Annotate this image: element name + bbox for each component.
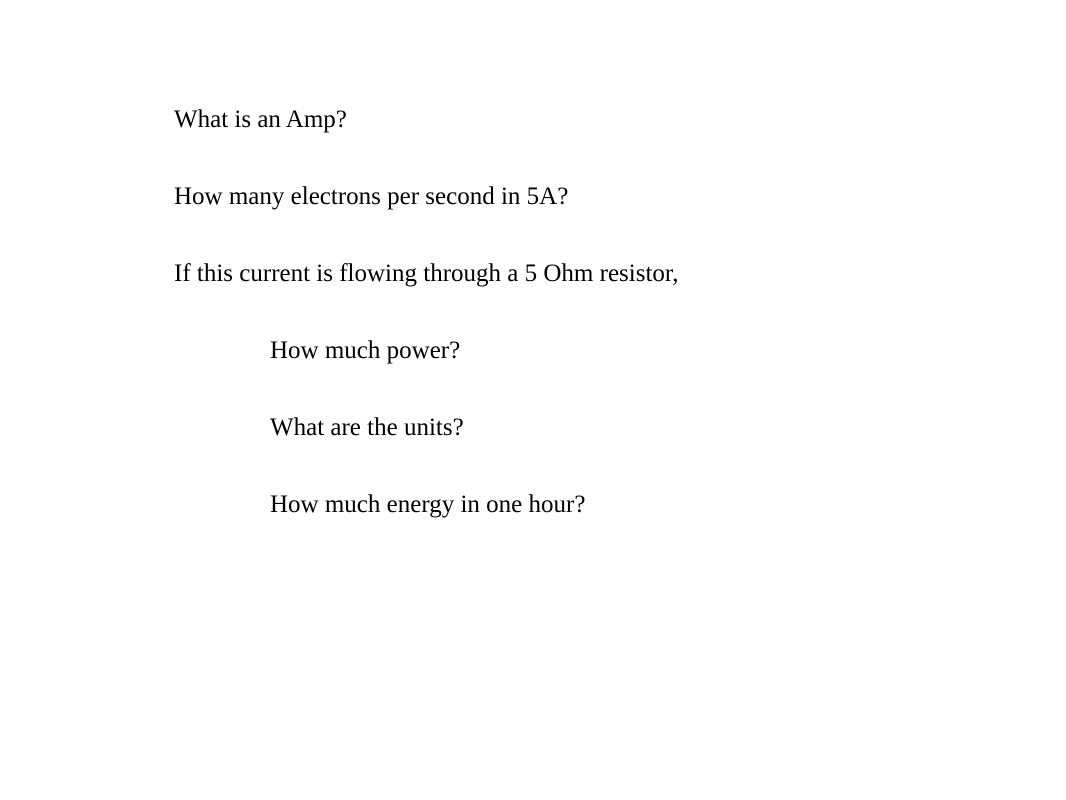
- question-electrons-per-second: How many electrons per second in 5A?: [174, 183, 569, 210]
- question-resistor-context: If this current is flowing through a 5 Ohm resistor,: [174, 260, 679, 287]
- subquestion-energy-one-hour: How much energy in one hour?: [270, 491, 586, 518]
- subquestion-power: How much power?: [270, 337, 461, 364]
- subquestion-units: What are the units?: [270, 414, 464, 441]
- question-amp-definition: What is an Amp?: [174, 106, 347, 133]
